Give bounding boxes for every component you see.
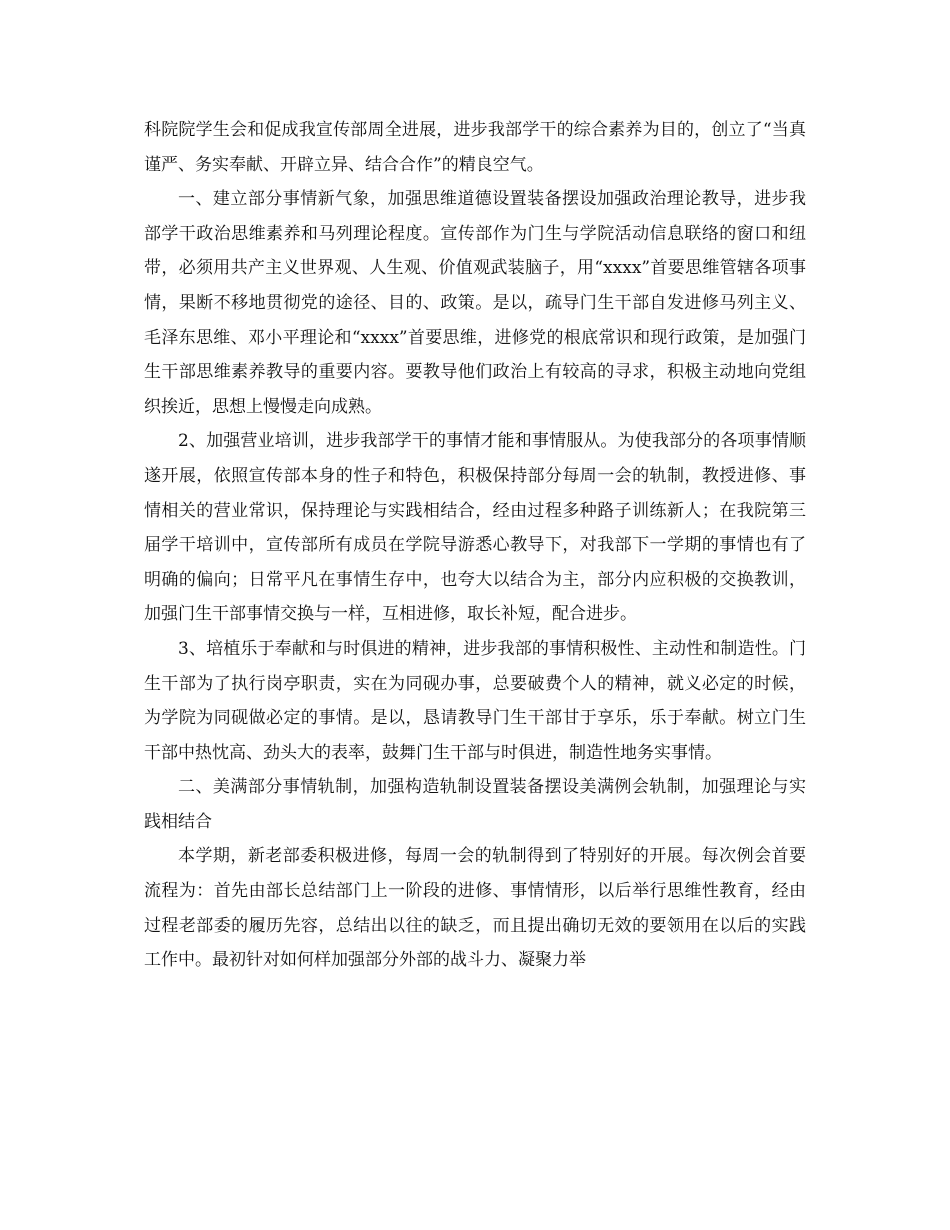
document-body: [144, 113, 806, 978]
paragraph-continuation: 科院院学生会和促成我宣传部周全进展，进步我部学干的综合素养为目的，创立了“当真谨严、务实奉献、开辟立异、结合合作”的精良空气。: [144, 120, 806, 175]
paragraph-item-two: 2、加强营业培训，进步我部学干的事情才能和事情服从。为使我部分的各项事情顺遂开展，依照宣传部本身的性子和特色，积极保持部分每周一会的轨制，教授进修、事情相关的营业常识，保持理论与实践相结合，经由过程多种路子训练新人；在我院第三届学干培训中，宣传部所有成员在学院导游悉心教导下，对我部下一学期的事情也有了明确的偏向；日常平凡在事情生存中，也夸大以结合为主，部分内应积极的交换教训，加强门生干部事情交换与一样，互相进修，取长补短，配合进步。: [144, 431, 806, 625]
paragraph-section-one: 一、建立部分事情新气象，加强思维道德设置装备摆设加强政治理论教导，进步我部学干政治思维素养和马列理论程度。宣传部作为门生与学院活动信息联络的窗口和纽带，必须用共产主义世界观、人生观、价值观武装脑子，用“xxxx”首要思维管辖各项事情，果断不移地贯彻党的途径、目的、政策。是以，疏导门生干部自发进修马列主义、毛泽东思维、邓小平理论和“xxxx”首要思维，进修党的根底常识和现行政策，是加强门生干部思维素养教导的重要内容。要教导他们政治上有较高的寻求，积极主动地向党组织挨近，思想上慢慢走向成熟。: [144, 189, 806, 417]
paragraph-item-three: 3、培植乐于奉献和与时俱进的精神，进步我部的事情积极性、主动性和制造性。门生干部为了执行岗亭职责，实在为同砚办事，总要破费个人的精神，就义必定的时候，为学院为同砚做必定的事情。是以，恳请教导门生干部甘于享乐，乐于奉献。树立门生干部中热忱高、劲头大的表率，鼓舞门生干部与时俱进，制造性地务实事情。: [144, 638, 806, 763]
paragraph-this-semester: 本学期，新老部委积极进修，每周一会的轨制得到了特别好的开展。每次例会首要流程为：首先由部长总结部门上一阶段的进修、事情情形，以后举行思维性教育，经由过程老部委的履历先容，总结出以往的缺乏，而且提出确切无效的要领用在以后的实践工作中。最初针对如何样加强部分外部的战斗力、凝聚力举: [144, 846, 806, 971]
paragraph-section-two-heading: 二、美满部分事情轨制，加强构造轨制设置装备摆设美满例会轨制，加强理论与实践相结合: [144, 777, 806, 832]
